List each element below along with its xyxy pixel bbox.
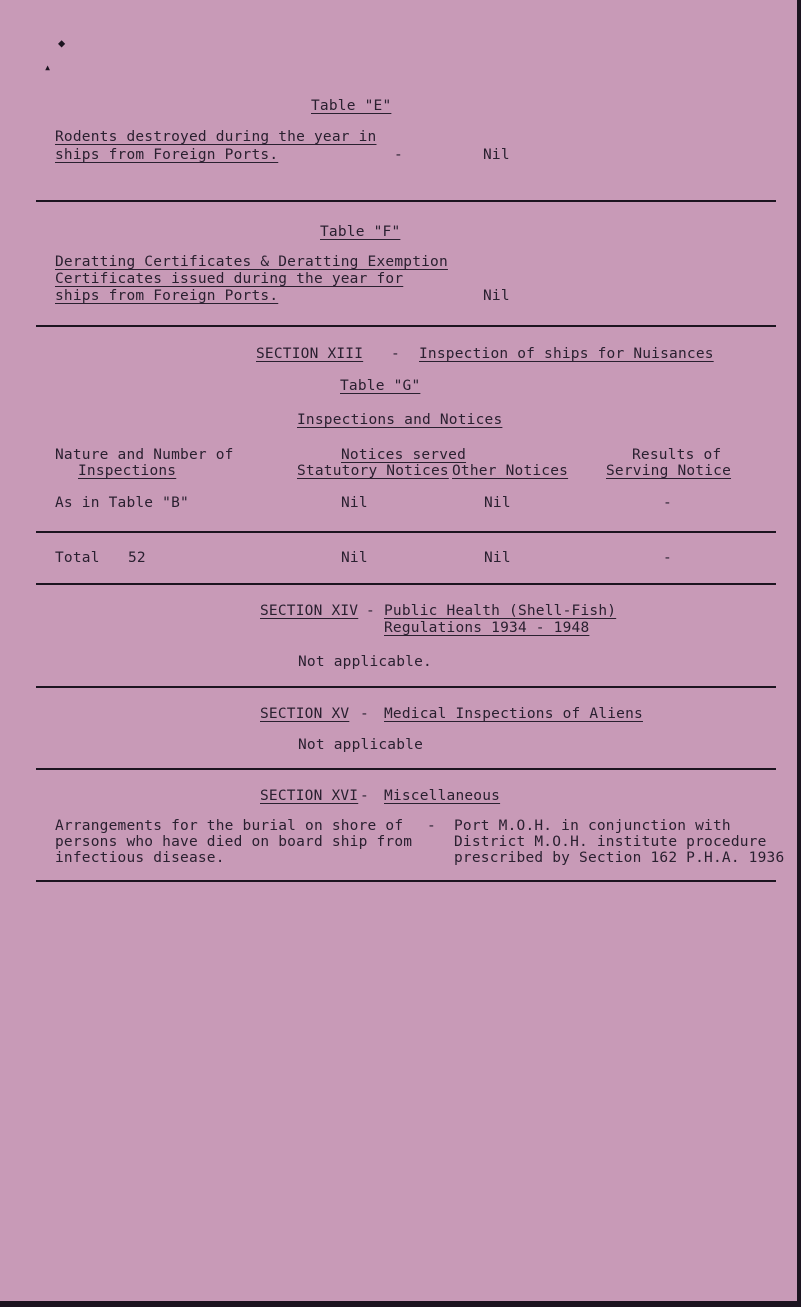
- table-f-value: Nil: [483, 288, 510, 304]
- divider-5: [36, 686, 776, 688]
- divider-4: [36, 583, 776, 585]
- table-f-label-line1: Deratting Certificates & Deratting Exemption: [55, 254, 448, 270]
- divider-3: [36, 531, 776, 533]
- divider-2: [36, 325, 776, 327]
- col-statutory-header: Statutory Notices: [297, 463, 449, 479]
- section-xv-heading: SECTION XV: [260, 706, 350, 722]
- col-results-header-line1: Results of: [632, 447, 722, 463]
- section-xiv-dash: -: [366, 603, 375, 619]
- section-xvi-right-line2: District M.O.H. institute procedure: [454, 834, 767, 850]
- row-1-statutory: Nil: [341, 495, 368, 511]
- section-xiv-title-line1: Public Health (Shell-Fish): [384, 603, 617, 619]
- section-xv-dash: -: [360, 706, 369, 722]
- section-xiv-title-line2: Regulations 1934 - 1948: [384, 620, 590, 636]
- row-1-other: Nil: [484, 495, 511, 511]
- divider-1: [36, 200, 776, 202]
- col-other-header: Other Notices: [452, 463, 569, 479]
- table-e-title: Table "E": [311, 98, 392, 114]
- row-2-nature: Total: [55, 550, 100, 566]
- col-nature-header-line2: Inspections: [78, 463, 177, 479]
- table-e-dash: -: [394, 147, 403, 163]
- table-g-title: Table "G": [340, 378, 421, 394]
- section-xiv-body: Not applicable.: [298, 654, 432, 670]
- table-e-value: Nil: [483, 147, 510, 163]
- section-xiii-heading: SECTION XIII: [256, 346, 364, 362]
- table-f-label-line2: Certificates issued during the year for: [55, 271, 404, 287]
- section-xiii-title: Inspection of ships for Nuisances: [419, 346, 714, 362]
- corner-mark-small-icon: ▴: [44, 60, 52, 74]
- scan-edge-right: [797, 0, 801, 1307]
- col-notices-header: Notices served: [341, 447, 467, 463]
- row-1-results: -: [663, 495, 672, 511]
- scan-edge-bottom: [0, 1301, 801, 1307]
- row-1-nature: As in Table "B": [55, 495, 189, 511]
- section-xvi-mid-dash: -: [427, 818, 436, 834]
- table-e-label-line1: Rodents destroyed during the year in: [55, 129, 377, 145]
- section-xvi-dash: -: [360, 788, 369, 804]
- table-g-subtitle: Inspections and Notices: [297, 412, 503, 428]
- row-2-statutory: Nil: [341, 550, 368, 566]
- section-xvi-left-line3: infectious disease.: [55, 850, 225, 866]
- section-xiii-dash: -: [391, 346, 400, 362]
- row-2-other: Nil: [484, 550, 511, 566]
- divider-7: [36, 880, 776, 882]
- corner-mark-icon: ◆: [58, 36, 66, 50]
- table-f-label-line3: ships from Foreign Ports.: [55, 288, 279, 304]
- section-xiv-heading: SECTION XIV: [260, 603, 359, 619]
- table-f-title: Table "F": [320, 224, 401, 240]
- row-2-number: 52: [128, 550, 146, 566]
- section-xvi-right-line3: prescribed by Section 162 P.H.A. 1936: [454, 850, 785, 866]
- section-xvi-heading: SECTION XVI: [260, 788, 359, 804]
- section-xvi-right-line1: Port M.O.H. in conjunction with: [454, 818, 731, 834]
- section-xvi-left-line1: Arrangements for the burial on shore of: [55, 818, 404, 834]
- section-xv-body: Not applicable: [298, 737, 424, 753]
- section-xv-title: Medical Inspections of Aliens: [384, 706, 643, 722]
- divider-6: [36, 768, 776, 770]
- row-2-results: -: [663, 550, 672, 566]
- section-xvi-left-line2: persons who have died on board ship from: [55, 834, 413, 850]
- col-results-header-line2: Serving Notice: [606, 463, 732, 479]
- col-nature-header-line1: Nature and Number of: [55, 447, 234, 463]
- section-xvi-title: Miscellaneous: [384, 788, 501, 804]
- table-e-label-line2: ships from Foreign Ports.: [55, 147, 279, 163]
